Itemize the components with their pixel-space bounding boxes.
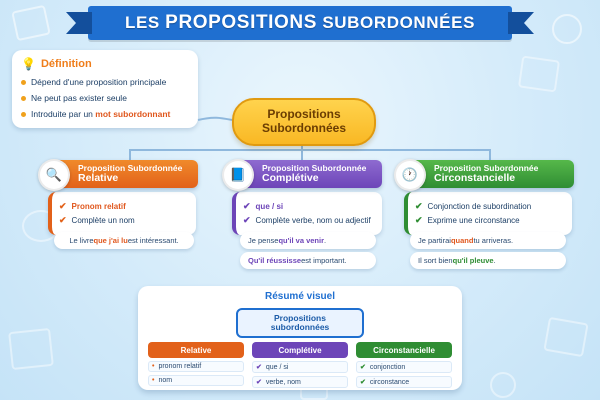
summary-node-line2: subordonnées <box>270 322 330 332</box>
feature-row <box>59 215 189 226</box>
summary-head-circonstancielle: Circonstancielle <box>356 342 452 358</box>
page-title-banner <box>88 6 512 40</box>
definition-item-text <box>31 109 170 119</box>
page-title-part3: SUBORDONNÉES <box>317 13 476 32</box>
definition-item-text: Dépend d'une proposition principale <box>31 77 167 87</box>
feature-row <box>415 201 565 212</box>
features-completive <box>232 192 382 235</box>
summary-item-text: pronom relatif <box>158 363 202 370</box>
check-icon: ✔ <box>415 215 423 225</box>
example-pre: Je pense <box>248 236 279 245</box>
feature-text: Exprime une circonstance <box>427 216 520 225</box>
column-kicker-circonstancielle: Proposition Subordonnée <box>434 162 539 173</box>
central-node-line2: Subordonnées <box>261 121 346 135</box>
bullet-dot-icon <box>21 112 26 117</box>
check-icon: ✔ <box>360 364 366 371</box>
check-icon: ✔ <box>59 201 67 211</box>
doodle-square-4 <box>543 317 588 357</box>
feature-row <box>59 201 189 212</box>
feature-row <box>415 215 565 226</box>
check-icon: ✔ <box>360 379 366 386</box>
summary-item <box>148 375 244 386</box>
example-post: . <box>324 236 327 245</box>
summary-item <box>356 376 452 388</box>
doodle-square-3 <box>8 328 54 370</box>
example-pre: Il sort bien <box>418 256 453 265</box>
column-kicker-relative: Proposition Subordonnée <box>78 162 183 173</box>
definition-header <box>21 57 189 71</box>
definition-item <box>21 93 189 103</box>
feature-text: Complète un nom <box>71 216 135 225</box>
summary-item-text: circonstance <box>369 378 410 386</box>
column-header-completive[interactable] <box>229 160 382 188</box>
definition-item-plain: Introduite par un <box>31 109 96 119</box>
example-post: . <box>493 256 496 265</box>
check-icon: ✔ <box>59 215 67 225</box>
check-icon: ✔ <box>256 364 262 371</box>
page-title-part1: LES <box>124 13 166 32</box>
feature-text: Conjonction de subordination <box>427 202 532 211</box>
check-icon: ✔ <box>243 215 251 225</box>
definition-card <box>12 50 198 128</box>
example-post: tu arriveras. <box>473 236 514 245</box>
example-pre: Je partirai <box>418 236 451 245</box>
feature-text: Pronom relatif <box>71 202 126 211</box>
page-title <box>125 12 475 34</box>
doodle-square-1 <box>11 5 50 41</box>
definition-item <box>21 109 189 119</box>
check-icon: ✔ <box>243 201 251 211</box>
example-relative-1 <box>54 232 194 249</box>
summary-column-completive <box>252 342 348 388</box>
magnifier-icon: 🔍 <box>38 159 70 191</box>
column-header-relative[interactable] <box>45 160 198 188</box>
feature-text: que / si <box>255 202 284 211</box>
bullet-dot-icon <box>21 96 26 101</box>
feature-row <box>243 215 375 226</box>
example-highlight: que j'ai lu <box>93 236 128 245</box>
summary-title: Résumé visuel <box>264 291 336 302</box>
example-circonstancielle-1 <box>410 232 566 249</box>
bullet-dot-icon <box>21 80 26 85</box>
summary-item <box>252 376 348 388</box>
example-pre: Le livre <box>69 236 94 245</box>
summary-item-text: que / si <box>265 363 289 371</box>
column-name-circonstancielle: Circonstancielle <box>434 171 516 184</box>
doodle-circle-1 <box>552 14 582 44</box>
definition-item-emphasis: mot subordonnant <box>95 109 171 119</box>
summary-column-relative <box>148 342 244 386</box>
definition-title: Définition <box>40 58 92 70</box>
feature-text: Complète verbe, nom ou adjectif <box>255 216 371 225</box>
page-title-part2: PROPOSITIONS <box>165 12 318 33</box>
column-name-relative: Relative <box>78 171 119 184</box>
example-highlight: Qu'il réussisse <box>248 256 302 265</box>
features-circonstancielle <box>404 192 572 235</box>
column-kicker-completive: Proposition Subordonnée <box>262 162 367 173</box>
example-circonstancielle-2 <box>410 252 566 269</box>
check-icon: ✔ <box>256 379 262 386</box>
summary-item-text: nom <box>158 377 173 384</box>
bullet-icon: • <box>152 377 155 384</box>
summary-node-line1: Propositions <box>274 312 326 323</box>
doodle-circle-3 <box>490 372 516 398</box>
check-icon: ✔ <box>415 201 423 211</box>
summary-panel <box>138 286 462 390</box>
definition-item-text: Ne peut pas exister seule <box>31 93 127 103</box>
column-header-circonstancielle[interactable] <box>401 160 574 188</box>
book-icon: 📘 <box>222 159 254 191</box>
features-relative <box>48 192 196 235</box>
summary-central-node <box>236 308 364 338</box>
doodle-square-2 <box>518 56 560 93</box>
summary-item <box>148 361 244 372</box>
summary-item <box>252 361 348 373</box>
summary-item <box>356 361 452 373</box>
summary-head-completive: Complétive <box>252 342 348 358</box>
column-name-completive: Complétive <box>262 171 319 184</box>
example-post: est intéressant. <box>127 236 179 245</box>
summary-item-text: verbe, nom <box>265 378 301 386</box>
example-post: est important. <box>301 256 347 265</box>
lightbulb-icon: 💡 <box>21 57 36 71</box>
summary-item-text: conjonction <box>369 363 406 371</box>
example-highlight: qu'il va venir <box>278 236 325 245</box>
central-node-line1: Propositions <box>267 107 341 122</box>
example-highlight: qu'il pleuve <box>452 256 494 265</box>
example-completive-1 <box>240 232 376 249</box>
example-completive-2 <box>240 252 376 269</box>
feature-row <box>243 201 375 212</box>
clock-icon: 🕐 <box>394 159 426 191</box>
bullet-icon: • <box>152 363 155 370</box>
central-node <box>232 98 376 146</box>
definition-item <box>21 77 189 87</box>
summary-column-circonstancielle <box>356 342 452 388</box>
summary-head-relative: Relative <box>148 342 244 358</box>
example-highlight: quand <box>450 236 474 245</box>
